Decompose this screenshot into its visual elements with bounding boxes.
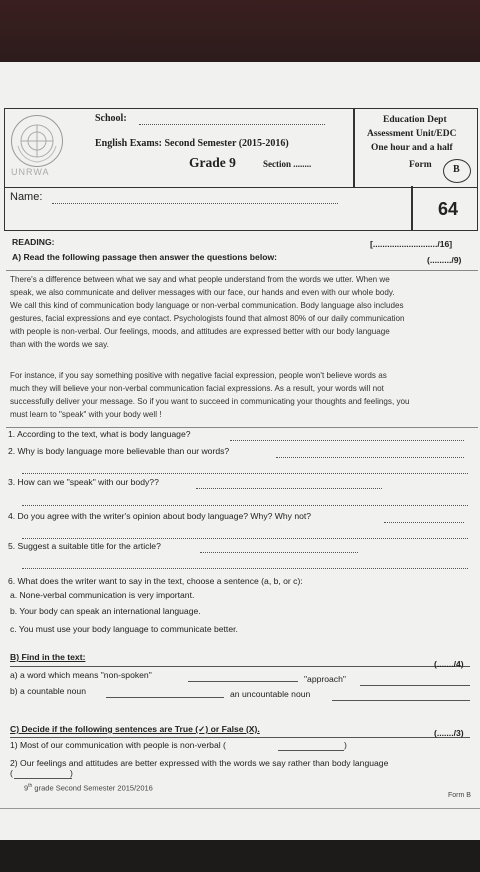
photo-background-top xyxy=(0,0,480,70)
section-label: Section ........ xyxy=(263,159,312,169)
exam-title: English Exams: Second Semester (2015-2016) xyxy=(95,138,289,149)
exam-header-box xyxy=(4,108,478,188)
passage-line: For instance, if you say something positive with negative facial expression, people won't believe words as xyxy=(10,371,387,380)
tf-sentence-1-close: ) xyxy=(344,740,347,750)
find-b2-answer[interactable] xyxy=(332,700,470,701)
passage-line: much they will believe your non-verbal communication facial expressions. As a result, your words will not xyxy=(10,384,384,393)
passage-line: successfully deliver your message. So if you want to succeed in communicating your thoughts and feelings, you xyxy=(10,397,410,406)
find-b-label: b) a countable noun xyxy=(10,686,86,696)
choice-b: b. Your body can speak an international language. xyxy=(10,606,201,616)
name-label: Name: xyxy=(10,191,43,203)
school-label: School: xyxy=(95,113,127,124)
reading-instruction: A) Read the following passage then answer the questions below: xyxy=(12,252,278,262)
page-bottom-rule xyxy=(0,808,480,809)
dept-label: Education Dept xyxy=(383,115,447,125)
name-box xyxy=(4,186,478,231)
answer-line-5b[interactable] xyxy=(22,568,468,569)
photo-background-bottom xyxy=(0,840,480,872)
passage-line: with people is non-verbal. Our feelings, moods, and attitudes are expressed better with our body language xyxy=(10,327,390,336)
passage-line: speak, we also communicate and deliver messages with our face, our hands and even with our whole body. xyxy=(10,288,395,297)
passage-line: must learn to "speak" with your body well ! xyxy=(10,410,162,419)
find-a2-answer[interactable] xyxy=(360,685,470,686)
question-5: 5. Suggest a suitable title for the article? xyxy=(8,541,161,551)
choice-c: c. You must use your body language to communicate better. xyxy=(10,624,238,634)
answer-line-4a[interactable] xyxy=(384,522,464,523)
footer-right: Form B xyxy=(448,792,471,799)
find-b-label2: an uncountable noun xyxy=(230,689,311,699)
form-value: B xyxy=(453,164,460,175)
tf-underline xyxy=(10,737,470,738)
find-b-answer[interactable] xyxy=(106,697,224,698)
passage-line: There's a difference between what we say and what people understand from the words we utter. When we xyxy=(10,275,390,284)
answer-line-2a[interactable] xyxy=(276,457,464,458)
answer-line-4b[interactable] xyxy=(22,538,468,539)
unrwa-logo-icon xyxy=(11,115,63,167)
tf-score: (......./3) xyxy=(434,728,464,738)
find-underline xyxy=(10,666,470,667)
passage-line: We call this kind of communication body language or non-verbal communication. Body language also includes xyxy=(10,301,404,310)
passage-line: gestures, facial expressions and eye contact. Psychologists found that almost 80% of our daily communication xyxy=(10,314,405,323)
tf-sentence-2: 2) Our feelings and attitudes are better expressed with the words we say rather than body language xyxy=(10,758,389,768)
tf-answer-2-close: ) xyxy=(70,768,73,778)
reading-score-9: (........./9) xyxy=(427,255,462,265)
tf-answer-2[interactable] xyxy=(14,778,72,779)
footer-text: grade Second Semester 2015/2016 xyxy=(32,783,153,793)
question-6: 6. What does the writer want to say in the text, choose a sentence (a, b, or c): xyxy=(8,576,303,586)
logo-text: UNRWA xyxy=(11,167,50,177)
question-3: 3. How can we "speak" with our body?? xyxy=(8,477,159,487)
find-a-label: a) a word which means "non-spoken" xyxy=(10,670,152,680)
footer-grade: 9 xyxy=(24,783,29,793)
form-label: Form xyxy=(409,160,432,170)
answer-line-2b[interactable] xyxy=(22,473,468,474)
footer-sup: th xyxy=(28,783,33,789)
tf-title: C) Decide if the following sentences are True (✓) or False (X). xyxy=(10,724,260,734)
answer-line-1[interactable] xyxy=(230,440,464,441)
name-score-divider xyxy=(411,186,413,230)
duration-label: One hour and a half xyxy=(371,143,453,153)
school-line xyxy=(139,124,325,125)
question-1: 1. According to the text, what is body language? xyxy=(8,429,191,439)
passage-line: than with the words we say. xyxy=(10,340,109,349)
unit-label: Assessment Unit/EDC xyxy=(367,129,457,139)
find-title: B) Find in the text: xyxy=(10,652,86,662)
choice-a: a. None-verbal communication is very important. xyxy=(10,590,195,600)
tf-sentence-1: 1) Most of our communication with people is non-verbal ( xyxy=(10,740,226,750)
find-score: (......./4) xyxy=(434,659,464,669)
grade-label: Grade 9 xyxy=(189,155,236,170)
find-a-answer[interactable] xyxy=(188,681,298,682)
answer-line-5a[interactable] xyxy=(200,552,358,553)
find-a-label2: "approach" xyxy=(304,674,346,684)
answer-line-3a[interactable] xyxy=(196,488,382,489)
name-field-line[interactable] xyxy=(52,203,338,204)
reading-title: READING: xyxy=(12,237,55,247)
answer-line-3b[interactable] xyxy=(22,505,468,506)
question-2: 2. Why is body language more believable than our words? xyxy=(8,446,230,456)
reading-score-16: [.........................../16] xyxy=(370,239,453,249)
footer-left xyxy=(24,783,153,793)
score-value: 64 xyxy=(438,199,459,219)
tf-answer-1[interactable] xyxy=(278,750,344,751)
header-divider xyxy=(353,109,355,187)
question-4: 4. Do you agree with the writer's opinion about body language? Why? Why not? xyxy=(8,511,312,521)
tf-answer-2-open: ( xyxy=(10,768,13,778)
